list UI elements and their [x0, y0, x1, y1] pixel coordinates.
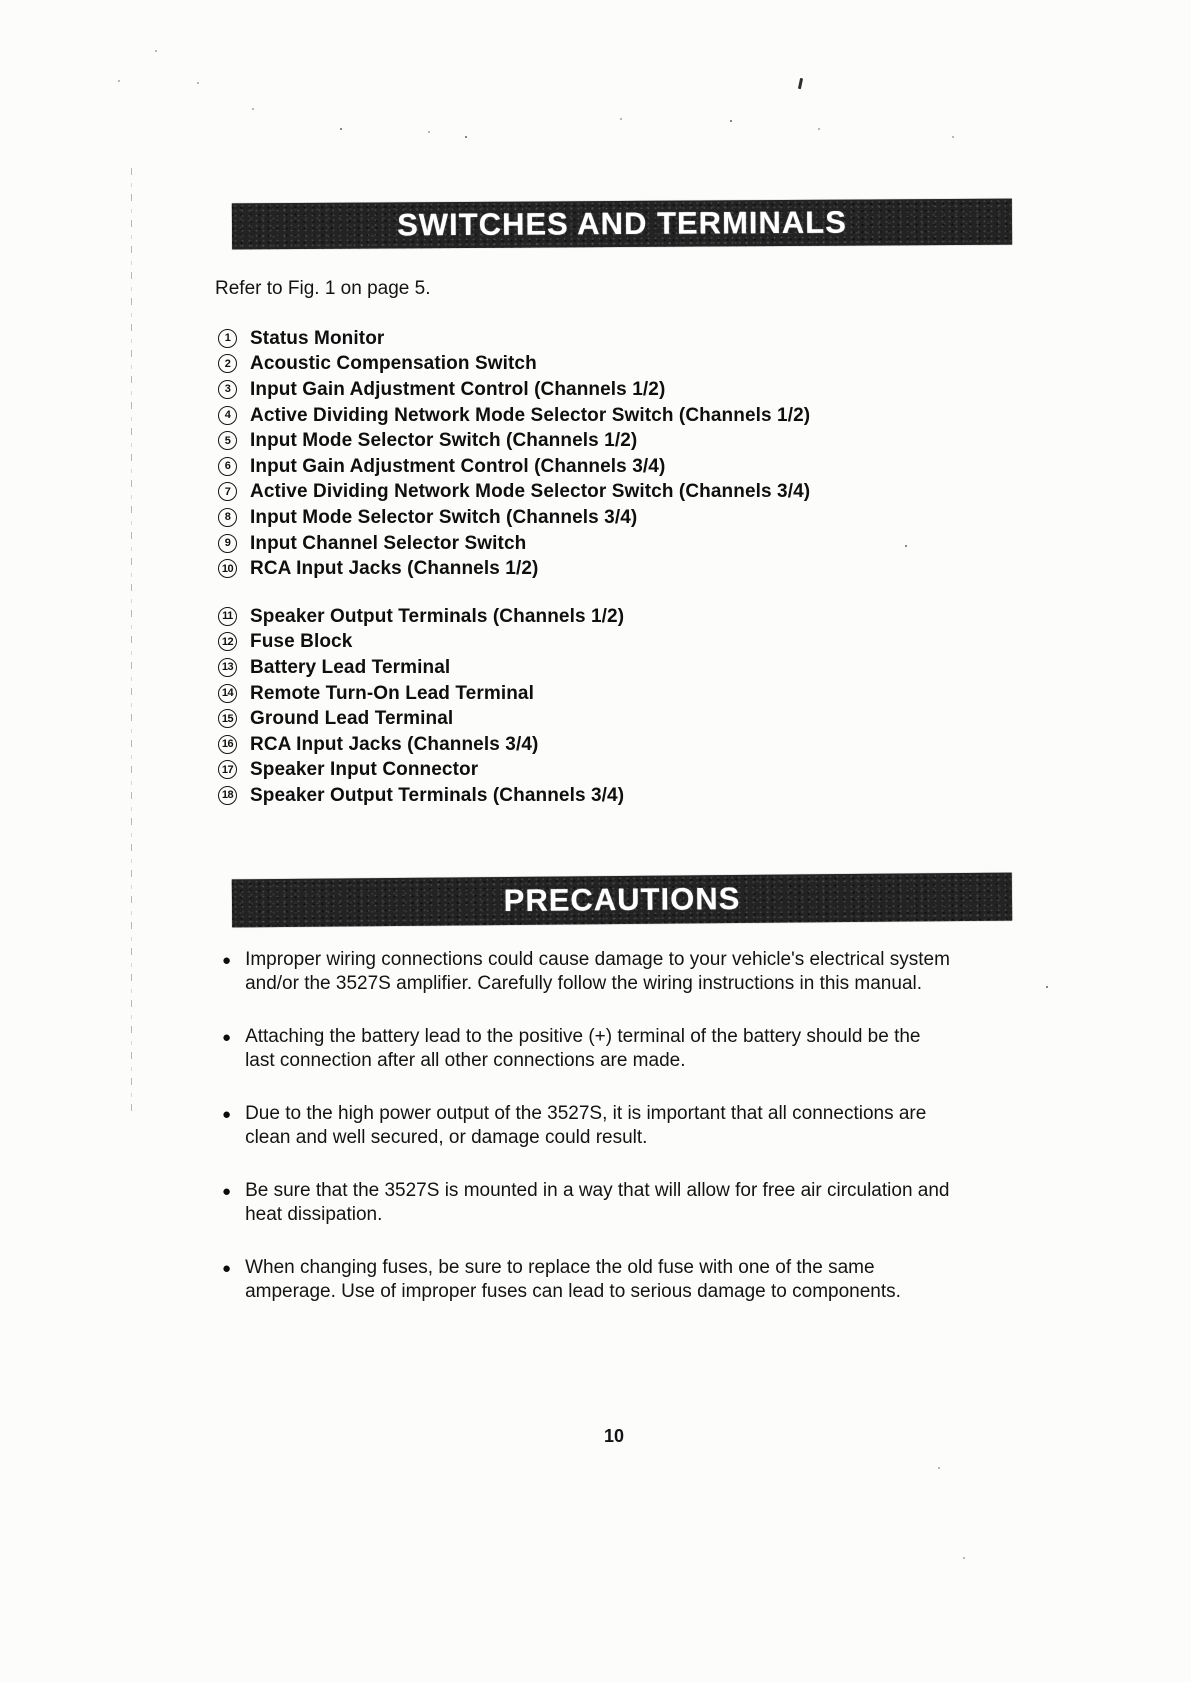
list-item-label: Speaker Output Terminals (Channels 3/4) [250, 784, 625, 806]
scan-speck [252, 108, 254, 110]
precaution-item [222, 1256, 952, 1303]
list-item-label: Fuse Block [250, 631, 353, 653]
precaution-item [222, 1025, 952, 1072]
scan-speck [730, 120, 732, 122]
precaution-text: When changing fuses, be sure to replace the old fuse with one of the same amperage. Use of improper fuses can lead to serious damage to components. [245, 1257, 901, 1302]
circled-number: 10 [218, 559, 237, 578]
scan-speck [818, 128, 820, 130]
circled-number: 8 [218, 508, 237, 527]
list-item-label: Battery Lead Terminal [250, 656, 451, 678]
list-item [218, 604, 624, 630]
list-item [218, 758, 624, 784]
circled-number: 2 [218, 354, 237, 373]
list-item [218, 454, 810, 480]
bullet-icon: ● [222, 1029, 232, 1046]
list-item [218, 531, 810, 557]
circled-number: 16 [218, 735, 237, 754]
scan-artifact-line [131, 168, 132, 1118]
scan-speck [620, 118, 622, 120]
bullet-icon: ● [222, 1183, 232, 1200]
list-item-label: Input Channel Selector Switch [250, 532, 527, 554]
circled-number: 11 [218, 607, 237, 626]
scan-speck [938, 1467, 940, 1469]
list-item [218, 352, 810, 378]
list-item-label: Remote Turn-On Lead Terminal [250, 682, 534, 704]
list-item-label: Input Gain Adjustment Control (Channels 3/4) [250, 455, 666, 477]
bullet-icon: ● [222, 1260, 232, 1277]
list-item [218, 480, 810, 506]
list-item-label: Active Dividing Network Mode Selector Switch (Channels 1/2) [250, 404, 811, 426]
scan-speck [197, 82, 199, 84]
list-item-label: Input Gain Adjustment Control (Channels 1/2) [250, 378, 666, 400]
circled-number: 1 [218, 329, 237, 348]
precaution-text: Attaching the battery lead to the positive (+) terminal of the battery should be the last connection after all other connections are made. [245, 1026, 921, 1071]
switches-section-header [232, 199, 1012, 250]
list-item [218, 681, 624, 707]
refer-note: Refer to Fig. 1 on page 5. [215, 278, 431, 299]
circled-number: 3 [218, 380, 237, 399]
list-item [218, 326, 810, 352]
list-item-label: RCA Input Jacks (Channels 1/2) [250, 558, 539, 580]
circled-number: 9 [218, 534, 237, 553]
list-item [218, 428, 810, 454]
list-item [218, 377, 810, 403]
list-item-label: Ground Lead Terminal [250, 708, 454, 730]
circled-number: 17 [218, 760, 237, 779]
list-item [218, 403, 810, 429]
list-item-label: Speaker Output Terminals (Channels 1/2) [250, 605, 625, 627]
list-item-label: Speaker Input Connector [250, 759, 479, 781]
bullet-icon: ● [222, 952, 232, 969]
list-item-label: Status Monitor [250, 327, 385, 349]
circled-number: 12 [218, 632, 237, 651]
list-item-label: Input Mode Selector Switch (Channels 1/2) [250, 430, 638, 452]
circled-number: 14 [218, 684, 237, 703]
precautions-list [222, 948, 952, 1333]
list-item [218, 783, 624, 809]
precaution-text: Improper wiring connections could cause damage to your vehicle's electrical system and/or the 3527S amplifier. Carefully follow the wiring instructions in this manual. [245, 949, 950, 994]
precaution-item [222, 948, 952, 995]
scan-speck [952, 136, 954, 138]
list-item [218, 556, 810, 582]
scan-speck [1046, 986, 1048, 988]
scan-speck [963, 1557, 965, 1559]
list-item [218, 655, 624, 681]
precautions-section-title: PRECAUTIONS [503, 880, 741, 919]
circled-number: 6 [218, 457, 237, 476]
switch-list-group1 [218, 326, 810, 582]
precautions-section-header [232, 873, 1012, 928]
switch-list-group2 [218, 604, 624, 809]
list-item [218, 732, 624, 758]
scan-speck [465, 136, 467, 138]
scan-speck [428, 131, 430, 133]
scan-speck [118, 80, 120, 82]
bullet-icon: ● [222, 1106, 232, 1123]
switches-section-title: SWITCHES AND TERMINALS [397, 204, 847, 243]
precaution-item [222, 1179, 952, 1226]
scan-tick-mark [798, 78, 803, 89]
precaution-text: Due to the high power output of the 3527S, it is important that all connections are clean and well secured, or damage could result. [245, 1103, 927, 1148]
list-item [218, 630, 624, 656]
circled-number: 13 [218, 658, 237, 677]
precaution-item [222, 1102, 952, 1149]
precaution-text: Be sure that the 3527S is mounted in a way that will allow for free air circulation and heat dissipation. [245, 1180, 950, 1225]
page-number: 10 [604, 1426, 625, 1446]
circled-number: 18 [218, 786, 237, 805]
list-item-label: Input Mode Selector Switch (Channels 3/4) [250, 506, 638, 528]
scan-speck [340, 128, 342, 130]
list-item-label: Acoustic Compensation Switch [250, 353, 537, 375]
list-item [218, 505, 810, 531]
scan-speck [155, 50, 157, 52]
list-item-label: Active Dividing Network Mode Selector Switch (Channels 3/4) [250, 481, 811, 503]
circled-number: 7 [218, 482, 237, 501]
list-item [218, 706, 624, 732]
circled-number: 4 [218, 406, 237, 425]
list-item-label: RCA Input Jacks (Channels 3/4) [250, 733, 539, 755]
scan-speck [905, 545, 907, 547]
circled-number: 15 [218, 709, 237, 728]
circled-number: 5 [218, 431, 237, 450]
